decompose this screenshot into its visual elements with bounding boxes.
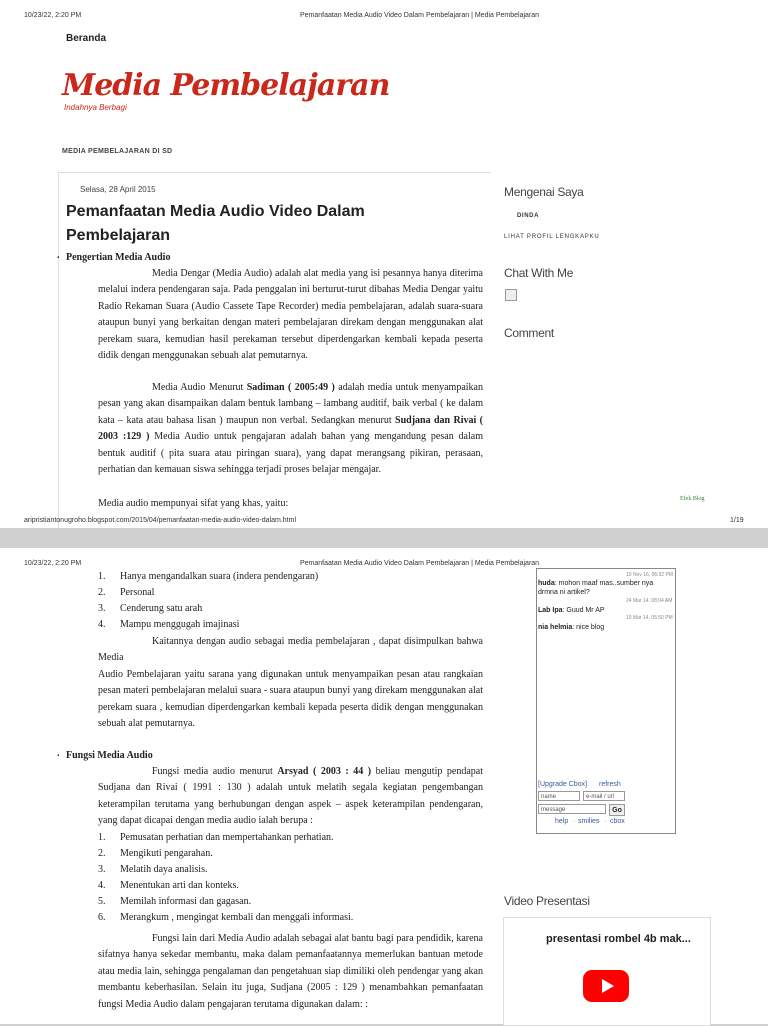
traits-list <box>98 569 318 633</box>
cbox-message-input[interactable]: message <box>538 804 606 814</box>
list-item <box>98 878 353 894</box>
efek-blog-link[interactable]: Efek Blog <box>680 496 705 502</box>
functions-list <box>98 830 353 926</box>
subheading-pengertian: Pengertian Media Audio <box>66 252 171 263</box>
list-text: Memilah informasi dan gagasan. <box>120 896 252 907</box>
paragraph-fungsi: Fungsi media audio menurut Arsyad ( 2003 : 44 ) beliau mengutip pendapat Sudjana dan Rivai ( 1991 : 130 ) adalah untuk melatih segala kegiatan pengembangan keterampilan terutama yang berhubungan dengan aspek – aspek keterampilan pendengaran, yang dapat dicapai dengan media audio ialah berupa : <box>98 766 483 827</box>
list-number: 4. <box>98 619 106 630</box>
cbox-msg-time: 10 Nov 16, 06:32 PM <box>626 572 673 578</box>
paragraph-sifat-intro: Media audio mempunyai sifat yang khas, yaitu: <box>98 498 289 509</box>
paragraph-kaitannya: Kaitannya dengan audio sebagai media pembelajaran , dapat disimpulkan bahwa Media <box>98 636 483 664</box>
broken-image-icon <box>505 289 517 301</box>
blog-description: Indahnya Berbagi <box>64 103 127 112</box>
list-text: Hanya mengandalkan suara (indera pendengaran) <box>120 571 319 582</box>
video-heading: Video Presentasi <box>504 894 590 908</box>
profile-link[interactable]: LIHAT PROFIL LENGKAPKU <box>504 234 600 240</box>
list-text: Pemusatan perhatian dan mempertahankan perhatian. <box>120 832 334 843</box>
list-number: 2. <box>98 848 106 859</box>
list-item <box>98 830 353 846</box>
list-number: 1. <box>98 832 106 843</box>
cbox-separator: · <box>604 818 607 825</box>
blog-title[interactable]: Media Pembelajaran <box>62 68 390 103</box>
cbox-message: huda: mohon maaf mas..sumber nya drmna ni artikel? <box>538 580 654 596</box>
cbox-message: Lab Ipa: Guud Mr AP <box>538 607 605 614</box>
list-number: 5. <box>98 896 106 907</box>
paragraph-fungsi-lain: Fungsi lain dari Media Audio adalah sebagai alat bantu bagi para pendidik, karena sifatnya hanya sekedar membantu, maka dalam pemanfaatannya memerlukan bantuan metode atau media lain, sehingga pengalaman dan pengetahuan siap dimiliki oleh pendengar yang akan membantu keberhasilan. Selain itu juga, Sudjana (2005 : 129 ) menambahkan pemanfaatan fungsi Media Audio dalam pengajaran terutama digunakan dalam: : <box>98 933 483 1010</box>
list-text: Cenderung satu arah <box>120 603 203 614</box>
cbox-message: nia helmia: nice blog <box>538 624 605 631</box>
nav-home-link[interactable]: Beranda <box>66 33 107 44</box>
cbox-msg-name: huda <box>538 580 555 587</box>
list-number: 2. <box>98 587 106 598</box>
list-item <box>98 601 318 617</box>
paragraph-pengertian: Media Dengar (Media Audio) adalah alat media yang isi pesannya hanya diterima melalui indera pendengaran saja. Pada penggalan ini berturut-turut dibahas Media Dengar yaitu Radio Rekaman Suara (Audio Cassete Tape Recorder) media pembelajaran, adalah suara-suara ataupun bunyi yang berkaitan dengan materi pembelajaran direkam dengan menggunakan alat perekam suara, kemudian hasil perekaman tersebut diperdengarkan kembali kepada peserta didik dengan menggunakan sebuah alat pemutarnya. <box>98 268 483 362</box>
list-text: Melatih daya analisis. <box>120 864 208 875</box>
cbox-refresh-link[interactable]: refresh <box>599 781 621 788</box>
cbox-name-input[interactable]: name <box>538 791 580 801</box>
list-item <box>98 910 353 926</box>
chat-heading: Chat With Me <box>504 266 574 280</box>
subheading-fungsi: Fungsi Media Audio <box>66 750 153 761</box>
list-item <box>98 569 318 585</box>
cbox-help-link[interactable]: help <box>555 818 569 825</box>
list-text: Mengikuti pengarahan. <box>120 848 213 859</box>
list-item <box>98 846 353 862</box>
list-text: Mampu menggugah imajinasi <box>120 619 240 630</box>
about-heading: Mengenai Saya <box>504 185 584 199</box>
bullet-marker: . <box>57 250 60 261</box>
cbox-smilies-link[interactable]: smilies <box>578 818 600 825</box>
post-date: Selasa, 28 April 2015 <box>80 185 156 194</box>
paragraph-definitions: Media Audio Menurut Sadiman ( 2005:49 ) adalah media untuk menyampaikan pesan yang akan disampaikan dalam bentuk lambang – lambang auditif, baik verbal ( ke dalam kata – kata atau bahasa lisan ) maupun non verbal. Sedangkan menurut Sudjana dan Rivai ( 2003 :129 ) Media Audio untuk pengajaran adalah bahan yang mengandung pesan dalam bentuk auditif ( pita suara atau piringan suara), yang dapat merangsang pikiran, perasaan, perhatian dan kemauan siswa sehingga terjadi proses belajar mengajar. <box>98 382 484 476</box>
cbox-upgrade-link[interactable]: [Upgrade Cbox] <box>538 781 588 788</box>
list-number: 3. <box>98 864 106 875</box>
print-datetime: 10/23/22, 2:20 PM <box>24 12 82 19</box>
play-icon <box>602 979 614 993</box>
list-number: 4. <box>98 880 106 891</box>
cbox-msg-name: nia helmia <box>538 624 573 631</box>
list-number: 6. <box>98 912 106 923</box>
list-text: Merangkum , mengingat kembali dan menggali informasi. <box>120 912 354 923</box>
print-page-number: 1/19 <box>730 517 744 524</box>
list-item <box>98 862 353 878</box>
list-item <box>98 894 353 910</box>
print-datetime: 10/23/22, 2:20 PM <box>24 560 82 567</box>
list-number: 3. <box>98 603 106 614</box>
cbox-separator: · <box>573 818 576 825</box>
cbox-msg-name: Lab Ipa <box>538 607 563 614</box>
section-label: MEDIA PEMBELAJARAN DI SD <box>62 148 173 155</box>
cbox-msg-time: 24 Mar 14, 08:04 AM <box>626 598 673 604</box>
print-title: Pemanfaatan Media Audio Video Dalam Pembelajaran | Media Pembelajaran <box>300 560 540 567</box>
list-item <box>98 617 318 633</box>
list-text: Personal <box>120 587 155 598</box>
paragraph-audio-pembelajaran: Audio Pembelajaran yaitu sarana yang digunakan untuk menyampaikan pesan atau rangkaian pesan materi pembelajaran melalui suara - suara ataupun bunyi yang direkam menggunakan alat perekam suara , kemudian diperdengarkan kembali kepada peserta didik dengan menggunakan sebuah alat pemutarnya. <box>98 669 483 730</box>
cbox-go-button[interactable]: Go <box>609 804 625 816</box>
cbox-home-link[interactable]: cbox <box>610 818 625 825</box>
cbox-msg-time: 10 Mar 14, 05:50 PM <box>626 615 673 621</box>
print-url: aripristiantonugroho.blogspot.com/2015/04/pemanfaatan-media-audio-video-dalam.html <box>24 517 296 524</box>
list-text: Menentukan arti dan konteks. <box>120 880 239 891</box>
list-number: 1. <box>98 571 106 582</box>
about-name[interactable]: DINDA <box>517 213 539 219</box>
comment-heading: Comment <box>504 326 554 340</box>
list-item <box>98 585 318 601</box>
print-title: Pemanfaatan Media Audio Video Dalam Pembelajaran | Media Pembelajaran <box>300 12 540 19</box>
video-title[interactable]: presentasi rombel 4b mak... <box>546 933 691 945</box>
post-title: Pemanfaatan Media Audio Video Dalam Pembelajaran <box>66 203 365 244</box>
bullet-marker: . <box>57 748 60 759</box>
cbox-email-input[interactable]: e-mail / url <box>583 791 625 801</box>
